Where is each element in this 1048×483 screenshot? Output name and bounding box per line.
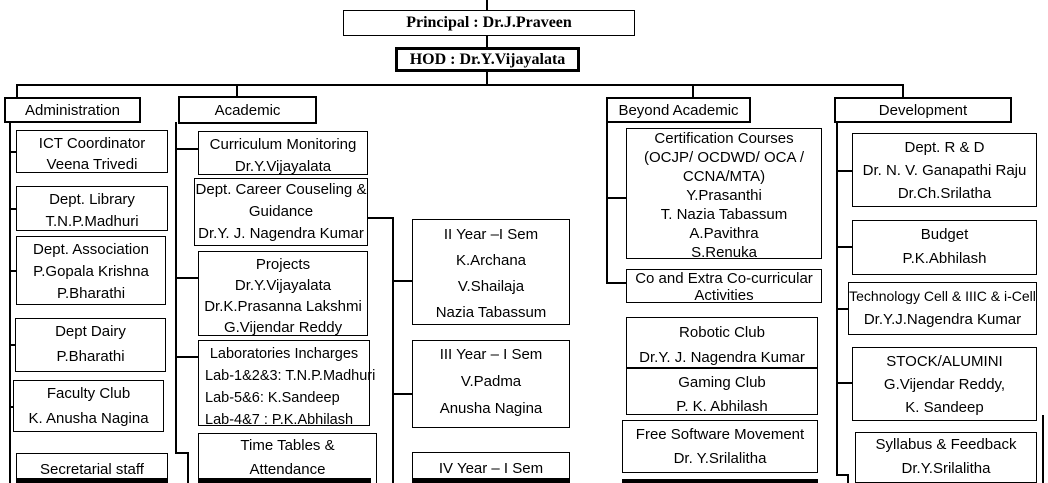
box-text-line: S.Renuka: [691, 244, 757, 261]
box-text-line: G.Vijendar Reddy,: [883, 376, 1006, 393]
box-text-line: Time Tables &: [240, 437, 335, 454]
box-iii-year-i-sem: [412, 340, 570, 428]
box-text-line: Attendance: [249, 461, 326, 478]
connector: [16, 84, 904, 86]
box-faculty-club: [13, 380, 164, 432]
box-text-line: Dept. Library: [49, 191, 135, 208]
box-text-line: Gaming Club: [678, 374, 766, 391]
connector: [606, 282, 626, 284]
clipped-box-edge: [16, 478, 168, 483]
connector: [486, 0, 488, 10]
box-text-line: A.Pavithra: [689, 225, 759, 242]
branch-header-academic: Academic: [178, 96, 317, 124]
box-text-line: Robotic Club: [679, 324, 765, 341]
box-text-line: ICT Coordinator: [38, 135, 146, 152]
box-text-line: Lab-5&6: K.Sandeep: [205, 390, 340, 406]
connector: [836, 170, 852, 172]
box-text-line: Dr.Y. J. Nagendra Kumar: [198, 225, 364, 242]
box-laboratories-incharges: [198, 340, 376, 428]
box-text-line: T. Nazia Tabassum: [660, 206, 788, 223]
box-text-line: K. Sandeep: [905, 399, 984, 416]
box-ii-year-i-sem: [412, 219, 570, 325]
connector: [836, 122, 838, 476]
box-projects: [198, 251, 368, 336]
box-curriculum-monitoring: [198, 131, 368, 175]
box-text-line: Technology Cell & IIIC & i-Cell: [849, 288, 1036, 304]
box-dept-r-and-d: [852, 133, 1037, 207]
box-text-line: Dr.Y. J. Nagendra Kumar: [639, 349, 805, 366]
box-text-line: CCNA/MTA): [682, 168, 766, 185]
box-text-line: Dept. Career Couseling &: [195, 181, 367, 198]
box-text-line: Dept. R & D: [904, 139, 985, 156]
clipped-box-edge: [198, 478, 371, 483]
box-robotic-club: [626, 317, 818, 368]
box-text-line: Dr. Y.Srilalitha: [673, 450, 767, 467]
box-budget: [852, 220, 1037, 275]
connector: [847, 474, 849, 483]
clipped-box-edge: [622, 479, 818, 483]
box-dept-association: [16, 236, 166, 305]
connector: [1042, 415, 1044, 483]
connector: [836, 246, 852, 248]
clipped-box-edge: [412, 478, 570, 483]
box-stock-alumini: [852, 347, 1037, 421]
connector: [175, 277, 198, 279]
box-text-line: Dr.Y.J.Nagendra Kumar: [863, 311, 1022, 328]
branch-header-development: Development: [834, 97, 1012, 123]
box-text-line: Dr.Y.Vijayalata: [234, 277, 332, 294]
box-dept-library: [16, 186, 168, 231]
box-text-line: Activities: [694, 287, 754, 304]
box-certification-courses: [626, 128, 822, 259]
connector: [392, 217, 394, 483]
connector: [902, 84, 904, 97]
box-text-line: V.Shailaja: [457, 278, 525, 295]
connector: [175, 356, 198, 358]
box-text-line: Y.Prasanthi: [686, 187, 762, 204]
box-text-line: Anusha Nagina: [439, 400, 543, 417]
connector: [175, 148, 198, 150]
connector: [836, 382, 852, 384]
box-ict-coordinator: [16, 130, 168, 173]
box-text-line: Dept. Association: [33, 241, 149, 258]
box-text-line: Dept Dairy: [55, 323, 126, 340]
connector: [606, 122, 608, 284]
box-text-line: (OCJP/ OCDWD/ OCA /: [643, 149, 804, 166]
box-text-line: P.K.Abhilash: [902, 250, 987, 267]
box-text-line: Dr.Ch.Srilatha: [897, 185, 992, 202]
box-text-line: Secretarial staff: [40, 461, 144, 478]
connector: [392, 280, 412, 282]
box-text-line: Budget: [920, 226, 969, 243]
box-text-line: K.Archana: [455, 252, 527, 269]
box-text-line: Faculty Club: [46, 385, 131, 402]
connector: [236, 84, 238, 96]
box-text-line: Dr.K.Prasanna Lakshmi: [204, 298, 362, 315]
box-time-tables-attendance: [198, 433, 377, 483]
box-text-line: Dr.Y.Vijayalata: [234, 158, 332, 175]
box-text-line: Dr. N. V. Ganapathi Raju: [862, 162, 1027, 179]
box-text-line: Projects: [255, 256, 311, 273]
box-text-line: T.N.P.Madhuri: [45, 213, 139, 230]
box-dept-dairy: [15, 318, 166, 372]
box-syllabus-feedback: [855, 432, 1037, 483]
connector: [486, 36, 488, 47]
box-text-line: Lab-4&7 : P.K.Abhilash: [205, 412, 354, 428]
hod-box: HOD : Dr.Y.Vijayalata: [395, 47, 580, 72]
connector: [175, 122, 177, 454]
connector: [692, 84, 694, 97]
connector: [187, 452, 189, 483]
connector: [368, 217, 393, 219]
box-text-line: III Year – I Sem: [439, 346, 543, 363]
box-text-line: Laboratories Incharges: [209, 346, 359, 362]
box-text-line: V.Padma: [460, 373, 522, 390]
box-technology-cell: [848, 282, 1037, 335]
principal-box: Principal : Dr.J.Praveen: [343, 10, 635, 36]
box-free-software-movement: [622, 420, 818, 473]
box-text-line: P. K. Abhilash: [676, 398, 768, 415]
box-text-line: Dr.Y.Srilalitha: [901, 460, 991, 477]
box-text-line: II Year –I Sem: [443, 226, 539, 243]
connector: [836, 308, 848, 310]
branch-header-administration: Administration: [4, 97, 141, 123]
box-text-line: Lab-1&2&3: T.N.P.Madhuri: [205, 368, 376, 384]
box-text-line: G.Vijendar Reddy: [223, 319, 343, 336]
box-text-line: Co and Extra Co-curricular: [635, 270, 813, 287]
box-text-line: P.Bharathi: [56, 348, 125, 365]
connector: [392, 393, 412, 395]
box-text-line: Certification Courses: [654, 130, 794, 147]
branch-header-beyond-academic: Beyond Academic: [606, 97, 751, 123]
box-text-line: Veena Trivedi: [46, 156, 138, 173]
box-text-line: P.Bharathi: [56, 285, 126, 302]
connector: [16, 84, 18, 97]
box-dept-career-counseling: [194, 178, 368, 246]
box-text-line: Syllabus & Feedback: [875, 436, 1017, 453]
box-text-line: K. Anusha Nagina: [28, 410, 149, 427]
box-text-line: IV Year – I Sem: [438, 460, 544, 477]
connector: [9, 122, 11, 483]
box-gaming-club: [626, 368, 818, 415]
box-text-line: Nazia Tabassum: [435, 304, 547, 321]
connector: [606, 197, 626, 199]
box-text-line: Guidance: [248, 203, 314, 220]
box-text-line: P.Gopala Krishna: [33, 263, 149, 280]
box-text-line: Free Software Movement: [635, 426, 805, 443]
box-co-extra-cocurricular: [626, 269, 822, 303]
box-text-line: STOCK/ALUMINI: [886, 353, 1003, 370]
box-text-line: Curriculum Monitoring: [209, 136, 357, 153]
